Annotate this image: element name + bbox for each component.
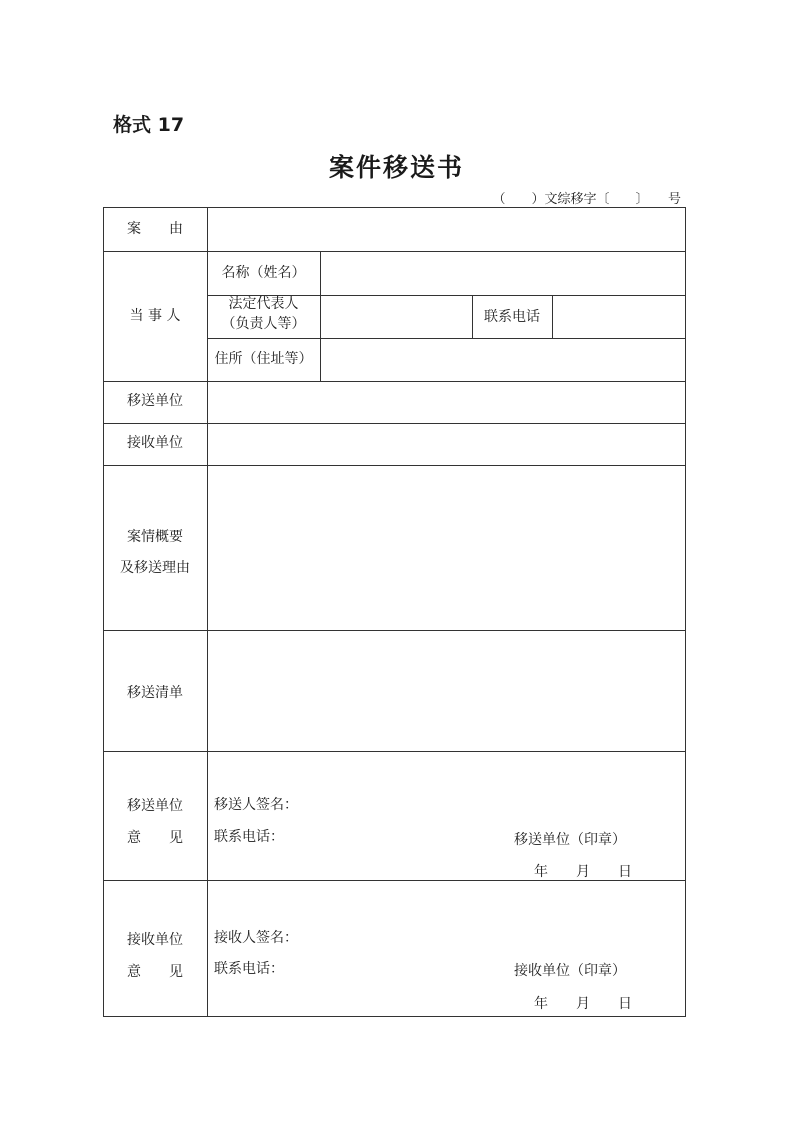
- sending-opinion-label: [103, 790, 207, 854]
- receiving-opinion-label: [103, 924, 207, 988]
- legal-representative-label: [207, 294, 320, 335]
- contact-phone-label: 联系电话: [484, 309, 540, 325]
- transfer-list-label: 移送清单: [127, 685, 183, 701]
- receiving-opinion-line1: 接收单位: [127, 932, 183, 948]
- legal-rep-line1: 法定代表人: [228, 296, 299, 312]
- receiving-unit-label: 接收单位: [127, 435, 183, 451]
- case-reason-label: 案 由: [127, 221, 183, 237]
- row-divider: [103, 751, 686, 752]
- sending-opinion-line2: 意 见: [127, 830, 183, 847]
- sending-seal-label: 移送单位（印章）: [514, 832, 626, 848]
- table-border-right: [685, 207, 686, 1017]
- party-name-label: 名称（姓名）: [221, 265, 306, 281]
- sending-opinion-line1: 移送单位: [127, 798, 183, 814]
- receiver-signature-label: 接收人签名：: [214, 930, 298, 946]
- sending-date-label: 年 月 日: [534, 864, 632, 880]
- address-label: 住所（住址等）: [214, 351, 313, 367]
- format-label: 格式 17: [113, 114, 185, 136]
- receiving-date-label: 年 月 日: [534, 996, 632, 1012]
- table-border-top: [103, 207, 686, 208]
- legal-rep-line2: （负责人等）: [221, 316, 306, 333]
- document-title: 案件移送书: [328, 153, 464, 182]
- row-divider: [103, 630, 686, 631]
- sender-signature-label: 移送人签名：: [214, 797, 298, 813]
- sending-unit-label: 移送单位: [127, 393, 183, 409]
- case-summary-label: [103, 522, 207, 584]
- sender-phone-label: 联系电话：: [214, 829, 284, 845]
- phone-label-divider-right: [552, 295, 553, 338]
- table-border-left: [103, 207, 104, 1017]
- document-number: （ ）文综移字〔 〕 号: [492, 192, 681, 207]
- case-summary-line2: 及移送理由: [120, 559, 190, 576]
- receiver-phone-label: 联系电话：: [214, 961, 284, 977]
- row-divider: [103, 381, 686, 382]
- party-subcolumn-divider: [320, 251, 321, 381]
- receiving-seal-label: 接收单位（印章）: [514, 963, 626, 979]
- row-divider: [207, 338, 686, 339]
- row-divider: [103, 423, 686, 424]
- table-border-bottom: [103, 1016, 686, 1017]
- receiving-opinion-line2: 意 见: [127, 964, 183, 981]
- row-divider: [103, 251, 686, 252]
- party-label: 当 事 人: [129, 308, 181, 324]
- case-summary-line1: 案情概要: [127, 529, 183, 545]
- row-divider: [103, 465, 686, 466]
